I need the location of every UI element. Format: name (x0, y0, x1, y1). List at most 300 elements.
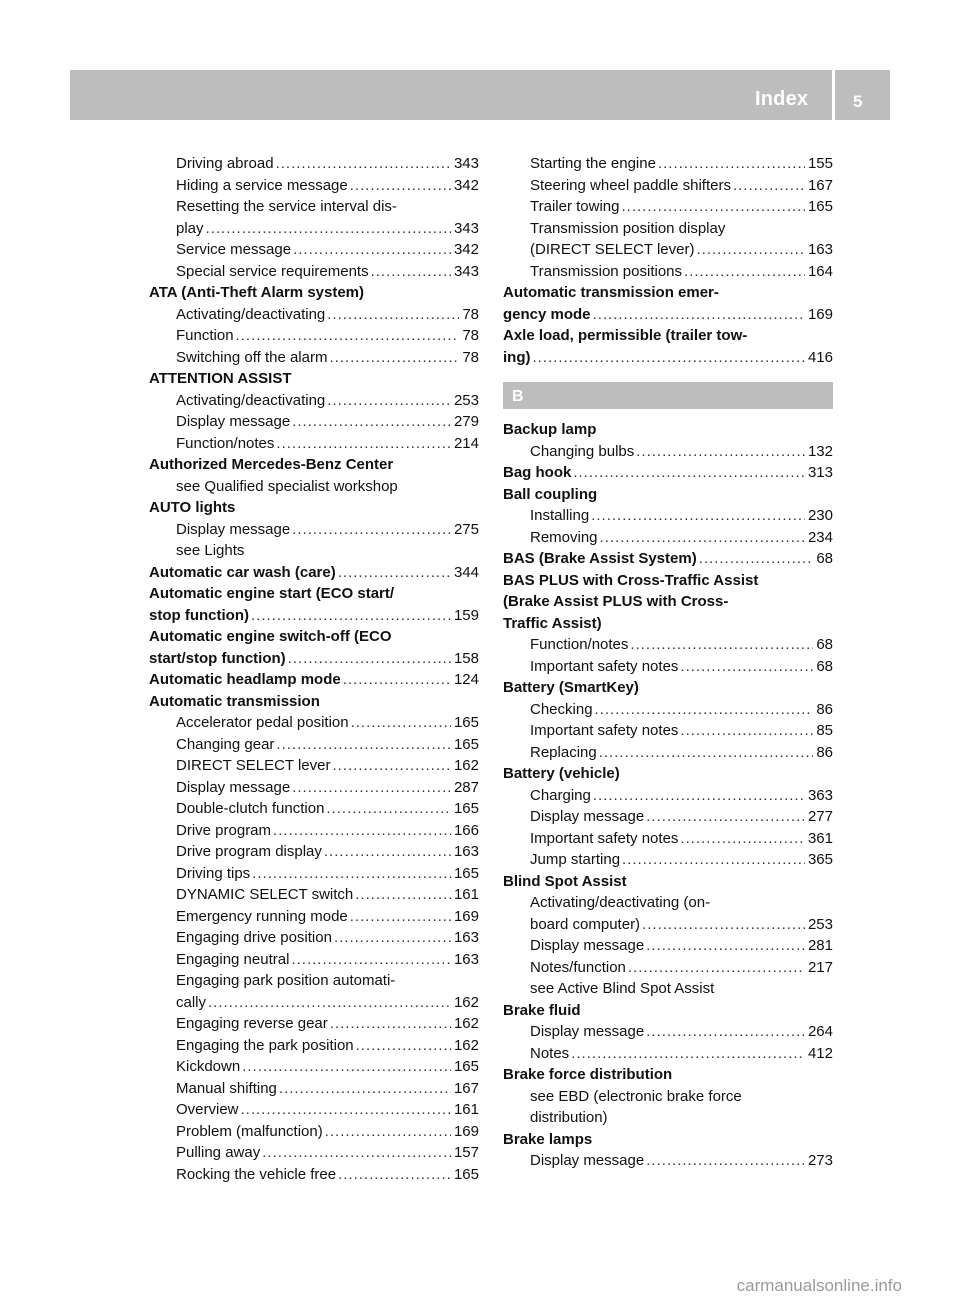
index-heading (503, 462, 833, 484)
index-subentry (503, 828, 833, 850)
entry-label: Display message (176, 520, 291, 538)
leader-dots (273, 820, 451, 842)
leader-dots (622, 849, 805, 871)
entry-label: Driving tips (176, 864, 251, 882)
entry-page-number: 279 (453, 413, 479, 430)
leader-dots (251, 605, 451, 627)
entry-label: Function (176, 327, 234, 344)
leader-dots (600, 527, 805, 549)
index-subentry (149, 1035, 479, 1057)
entry-label: Battery (vehicle) (503, 765, 620, 782)
entry-page-number: 273 (807, 1152, 833, 1169)
entry-page-number: 343 (453, 262, 479, 280)
leader-dots (329, 347, 459, 369)
entry-label: DYNAMIC SELECT switch (176, 886, 354, 903)
leader-dots (276, 433, 451, 455)
entry-page-number: 158 (453, 649, 479, 667)
index-subentry (149, 798, 479, 820)
entry-page-number: 342 (453, 241, 479, 258)
index-column-left (149, 153, 479, 1185)
index-heading (503, 282, 833, 304)
leader-dots (628, 957, 805, 979)
entry-label: BAS (Brake Assist System) (503, 550, 697, 567)
index-subentry (503, 656, 833, 678)
index-heading (503, 419, 833, 441)
entry-label: Automatic car wash (care) (149, 563, 336, 581)
leader-dots (292, 519, 451, 541)
index-subentry (503, 957, 833, 979)
index-subentry (149, 755, 479, 777)
index-heading (149, 454, 479, 476)
leader-dots (699, 548, 814, 570)
entry-page-number: 253 (453, 391, 479, 409)
index-subentry (149, 540, 479, 562)
index-subentry (149, 325, 479, 347)
leader-dots (326, 798, 451, 820)
index-subentry (149, 1121, 479, 1143)
leader-dots (338, 562, 451, 584)
entry-label: Switching off the alarm (176, 348, 328, 366)
index-heading (503, 677, 833, 699)
watermark: carmanualsonline.info (736, 1276, 902, 1295)
index-heading (503, 570, 833, 592)
entry-page-number: 169 (453, 907, 479, 925)
entry-label: start/stop function) (149, 649, 286, 667)
entry-label: Function/notes (176, 434, 275, 452)
entry-label: Special service requirements (176, 262, 369, 280)
entry-label: Engaging drive position (176, 929, 332, 946)
leader-dots (591, 505, 805, 527)
page-number: 5 (853, 92, 863, 111)
entry-page-number: 124 (453, 671, 479, 688)
entry-label: Activating/deactivating (on- (530, 894, 711, 911)
entry-page-number: 281 (807, 937, 833, 954)
entry-label: stop function) (149, 606, 249, 624)
index-subentry (503, 742, 833, 764)
entry-page-number: 167 (453, 1079, 479, 1097)
leader-dots (327, 390, 451, 412)
index-subentry (149, 218, 479, 240)
index-heading (149, 669, 479, 691)
index-subentry (503, 175, 833, 197)
entry-page-number: 68 (816, 657, 833, 675)
index-subentry (149, 970, 479, 992)
entry-page-number: 412 (807, 1044, 833, 1062)
entry-page-number: 363 (807, 786, 833, 804)
index-subentry (149, 1164, 479, 1186)
leader-dots (642, 914, 805, 936)
entry-page-number: 162 (453, 1036, 479, 1054)
leader-dots (621, 196, 804, 218)
entry-label: Traffic Assist) (503, 614, 602, 632)
index-subentry (149, 175, 479, 197)
entry-label: (Brake Assist PLUS with Cross- (503, 593, 729, 610)
entry-page-number: 157 (453, 1144, 479, 1161)
entry-label: Important safety notes (530, 722, 679, 739)
leader-dots (680, 656, 813, 678)
entry-page-number: 155 (807, 155, 833, 172)
index-heading (149, 368, 479, 390)
index-heading (149, 583, 479, 605)
entry-page-number: 86 (816, 743, 833, 761)
entry-label: see Active Blind Spot Assist (530, 980, 715, 997)
index-heading (503, 304, 833, 326)
leader-dots (680, 720, 813, 742)
entry-label: Overview (176, 1101, 239, 1118)
entry-label: Bag hook (503, 464, 572, 481)
leader-dots (646, 1150, 805, 1172)
entry-page-number: 165 (453, 1165, 479, 1183)
entry-label: Engaging park position automati- (176, 972, 396, 989)
entry-label: ing) (503, 348, 531, 366)
entry-label: Steering wheel paddle shifters (530, 176, 731, 194)
index-subentry (149, 519, 479, 541)
entry-label: Axle load, permissible (trailer tow- (503, 327, 748, 344)
index-subentry (149, 411, 479, 433)
entry-page-number: 163 (453, 950, 479, 968)
index-subentry (503, 720, 833, 742)
entry-page-number: 161 (453, 1101, 479, 1118)
index-subentry (149, 927, 479, 949)
leader-dots (350, 175, 451, 197)
index-subentry (149, 949, 479, 971)
leader-dots (324, 841, 451, 863)
index-subentry (149, 433, 479, 455)
index-heading (149, 626, 479, 648)
entry-page-number: 162 (453, 993, 479, 1011)
index-subentry (149, 734, 479, 756)
index-heading (503, 591, 833, 613)
entry-page-number: 68 (816, 636, 833, 653)
entry-label: Engaging neutral (176, 950, 290, 968)
entry-label: Accelerator pedal position (176, 714, 349, 731)
entry-label: Brake force distribution (503, 1066, 673, 1083)
section-letter: B (512, 388, 524, 405)
leader-dots (680, 828, 805, 850)
leader-dots (338, 1164, 451, 1186)
entry-label: ATA (Anti-Theft Alarm system) (149, 284, 365, 301)
index-subentry (503, 218, 833, 240)
entry-label: gency mode (503, 305, 591, 323)
index-subentry (149, 1013, 479, 1035)
entry-label: Brake lamps (503, 1130, 593, 1148)
leader-dots (262, 1142, 451, 1164)
entry-page-number: 277 (807, 808, 833, 825)
entry-label: Transmission positions (530, 262, 682, 280)
index-subentry (149, 261, 479, 283)
entry-label: see EBD (electronic brake force (530, 1087, 742, 1105)
index-heading (503, 1129, 833, 1151)
entry-label: Emergency running mode (176, 907, 348, 925)
entry-page-number: 217 (807, 958, 833, 976)
entry-page-number: 163 (453, 843, 479, 860)
index-subentry (503, 1150, 833, 1172)
index-subentry (149, 390, 479, 412)
entry-page-number: 78 (462, 305, 479, 323)
entry-page-number: 68 (816, 550, 833, 567)
entry-label: Automatic engine switch-off (ECO (149, 628, 392, 645)
entry-label: play (176, 219, 204, 237)
entry-label: board computer) (530, 915, 641, 933)
entry-label: DIRECT SELECT lever (176, 757, 331, 774)
leader-dots (276, 153, 451, 175)
leader-dots (595, 699, 814, 721)
leader-dots (242, 1056, 451, 1078)
entry-page-number: 161 (453, 886, 479, 903)
leader-dots (288, 648, 451, 670)
entry-page-number: 287 (453, 778, 479, 796)
leader-dots (573, 462, 805, 484)
entry-label: Resetting the service interval dis- (176, 198, 397, 215)
leader-dots (206, 218, 451, 240)
index-subentry (149, 841, 479, 863)
page-title: Index (755, 88, 809, 110)
entry-page-number: 344 (453, 563, 479, 581)
entry-label: Rocking the vehicle free (176, 1165, 337, 1183)
leader-dots (646, 935, 805, 957)
index-subentry (503, 806, 833, 828)
entry-page-number: 162 (453, 1015, 479, 1032)
index-heading (149, 691, 479, 713)
entry-page-number: 165 (453, 735, 479, 753)
index-column-right (503, 153, 833, 1172)
entry-label: Trailer towing (530, 198, 620, 215)
entry-label: Automatic transmission emer- (503, 284, 719, 301)
index-heading (503, 325, 833, 347)
entry-label: see Lights (176, 542, 245, 559)
entry-label: Battery (SmartKey) (503, 679, 639, 696)
index-subentry (503, 634, 833, 656)
index-heading (503, 613, 833, 635)
entry-page-number: 162 (453, 757, 479, 774)
entry-label: Jump starting (530, 851, 621, 868)
entry-page-number: 234 (807, 528, 833, 546)
entry-label: Manual shifting (176, 1079, 277, 1097)
entry-page-number: 343 (453, 219, 479, 237)
entry-label: Installing (530, 507, 590, 524)
index-subentry (503, 978, 833, 1000)
entry-page-number: 167 (807, 176, 833, 194)
entry-label: (DIRECT SELECT lever) (530, 241, 695, 258)
leader-dots (696, 239, 804, 261)
leader-dots (325, 1121, 451, 1143)
entry-label: Activating/deactivating (176, 391, 326, 409)
entry-label: ATTENTION ASSIST (149, 370, 292, 387)
entry-page-number: 230 (807, 507, 833, 524)
entry-page-number: 253 (807, 915, 833, 933)
leader-dots (279, 1078, 451, 1100)
leader-dots (599, 742, 814, 764)
index-heading (149, 648, 479, 670)
index-subentry (149, 196, 479, 218)
leader-dots (571, 1043, 805, 1065)
entry-label: Ball coupling (503, 485, 598, 503)
index-subentry (149, 777, 479, 799)
entry-label: Display message (530, 1152, 645, 1169)
leader-dots (658, 153, 805, 175)
entry-label: Changing bulbs (530, 442, 635, 460)
entry-label: Kickdown (176, 1058, 241, 1075)
entry-label: BAS PLUS with Cross-Traffic Assist (503, 571, 759, 589)
leader-dots (334, 927, 451, 949)
index-subentry (503, 196, 833, 218)
index-heading (503, 484, 833, 506)
entry-label: Notes/function (530, 958, 626, 976)
index-subentry (503, 699, 833, 721)
index-subentry (149, 884, 479, 906)
leader-dots (630, 634, 813, 656)
index-subentry (149, 347, 479, 369)
entry-label: Activating/deactivating (176, 305, 326, 323)
index-subentry (149, 153, 479, 175)
entry-page-number: 416 (807, 348, 833, 366)
entry-label: Changing gear (176, 735, 275, 753)
entry-page-number: 132 (807, 442, 833, 460)
entry-page-number: 85 (816, 722, 833, 739)
entry-page-number: 86 (816, 700, 833, 718)
entry-label: Driving abroad (176, 155, 274, 172)
entry-page-number: 165 (453, 800, 479, 817)
entry-page-number: 165 (807, 198, 833, 215)
entry-page-number: 275 (453, 520, 479, 538)
entry-label: Service message (176, 241, 292, 258)
leader-dots (236, 325, 460, 347)
index-subentry (503, 849, 833, 871)
index-heading (149, 605, 479, 627)
entry-page-number: 169 (453, 1122, 479, 1140)
entry-label: Display message (176, 778, 291, 796)
entry-label: Transmission position display (530, 219, 726, 237)
index-subentry (503, 892, 833, 914)
leader-dots (355, 884, 451, 906)
index-subentry (149, 712, 479, 734)
entry-page-number: 214 (453, 434, 479, 452)
entry-label: Engaging reverse gear (176, 1015, 328, 1032)
entry-label: Hiding a service message (176, 176, 348, 194)
leader-dots (327, 304, 459, 326)
leader-dots (684, 261, 805, 283)
index-subentry (149, 992, 479, 1014)
index-subentry (149, 1078, 479, 1100)
index-entries-a-continued (503, 153, 833, 368)
entry-page-number: 78 (462, 348, 479, 366)
entry-page-number: 163 (453, 929, 479, 946)
index-subentry (503, 441, 833, 463)
index-heading (503, 871, 833, 893)
leader-dots (351, 712, 451, 734)
index-subentry (503, 239, 833, 261)
entry-label: Charging (530, 786, 591, 804)
entry-label: see Qualified specialist workshop (176, 477, 398, 495)
leader-dots (371, 261, 451, 283)
leader-dots (636, 441, 805, 463)
index-heading (503, 1000, 833, 1022)
index-subentry (503, 505, 833, 527)
leader-dots (646, 806, 805, 828)
entry-page-number: 313 (807, 464, 833, 481)
entry-label: cally (176, 993, 207, 1011)
index-subentry (503, 1021, 833, 1043)
entry-label: Starting the engine (530, 155, 656, 172)
index-subentry (149, 239, 479, 261)
entry-page-number: 264 (807, 1023, 833, 1040)
entry-page-number: 163 (807, 241, 833, 258)
entry-page-number: 342 (453, 176, 479, 194)
entry-label: Authorized Mercedes-Benz Center (149, 456, 394, 473)
entry-label: Important safety notes (530, 829, 679, 847)
index-heading (503, 763, 833, 785)
leader-dots (208, 992, 451, 1014)
leader-dots (646, 1021, 805, 1043)
entry-page-number: 343 (453, 155, 479, 172)
index-subentry (503, 1043, 833, 1065)
entry-label: Display message (530, 808, 645, 825)
leader-dots (350, 906, 451, 928)
index-heading (149, 562, 479, 584)
index-heading (503, 1064, 833, 1086)
entry-label: Backup lamp (503, 421, 597, 438)
leader-dots (733, 175, 805, 197)
index-subentry (503, 914, 833, 936)
entry-page-number: 165 (453, 1058, 479, 1075)
leader-dots (356, 1035, 451, 1057)
index-subentry (503, 1107, 833, 1129)
index-heading (503, 347, 833, 369)
index-subentry (503, 153, 833, 175)
entry-label: Pulling away (176, 1144, 261, 1161)
leader-dots (292, 411, 451, 433)
entry-page-number: 165 (453, 864, 479, 882)
entry-label: Checking (530, 700, 593, 718)
section-header-b (503, 382, 833, 409)
index-subentry (149, 1056, 479, 1078)
entry-page-number: 78 (462, 327, 479, 344)
leader-dots (593, 785, 805, 807)
index-heading (503, 548, 833, 570)
leader-dots (593, 304, 805, 326)
index-subentry (149, 863, 479, 885)
index-subentry (503, 785, 833, 807)
entry-label: Display message (530, 937, 645, 954)
entry-label: AUTO lights (149, 499, 236, 516)
entry-page-number: 165 (453, 714, 479, 731)
index-subentry (149, 906, 479, 928)
entry-label: Automatic transmission (149, 692, 320, 710)
index-entries-b (503, 419, 833, 1172)
index-subentry (503, 261, 833, 283)
entry-page-number: 159 (453, 606, 479, 624)
entry-label: Replacing (530, 743, 597, 761)
leader-dots (330, 1013, 451, 1035)
entry-page-number: 365 (807, 851, 833, 868)
header-divider (832, 70, 835, 120)
entry-page-number: 164 (807, 262, 833, 280)
entry-page-number: 361 (807, 829, 833, 847)
entry-label: Engaging the park position (176, 1036, 354, 1054)
entry-label: Problem (malfunction) (176, 1122, 323, 1140)
entry-label: Display message (530, 1023, 645, 1040)
leader-dots (533, 347, 805, 369)
entry-label: Display message (176, 413, 291, 430)
entry-label: Automatic headlamp mode (149, 671, 341, 688)
entry-label: Removing (530, 528, 598, 546)
index-subentry (149, 1142, 479, 1164)
index-heading (149, 497, 479, 519)
entry-label: distribution) (530, 1109, 608, 1126)
index-subentry (149, 304, 479, 326)
entry-label: Automatic engine start (ECO start/ (149, 585, 395, 602)
index-subentry (149, 1099, 479, 1121)
